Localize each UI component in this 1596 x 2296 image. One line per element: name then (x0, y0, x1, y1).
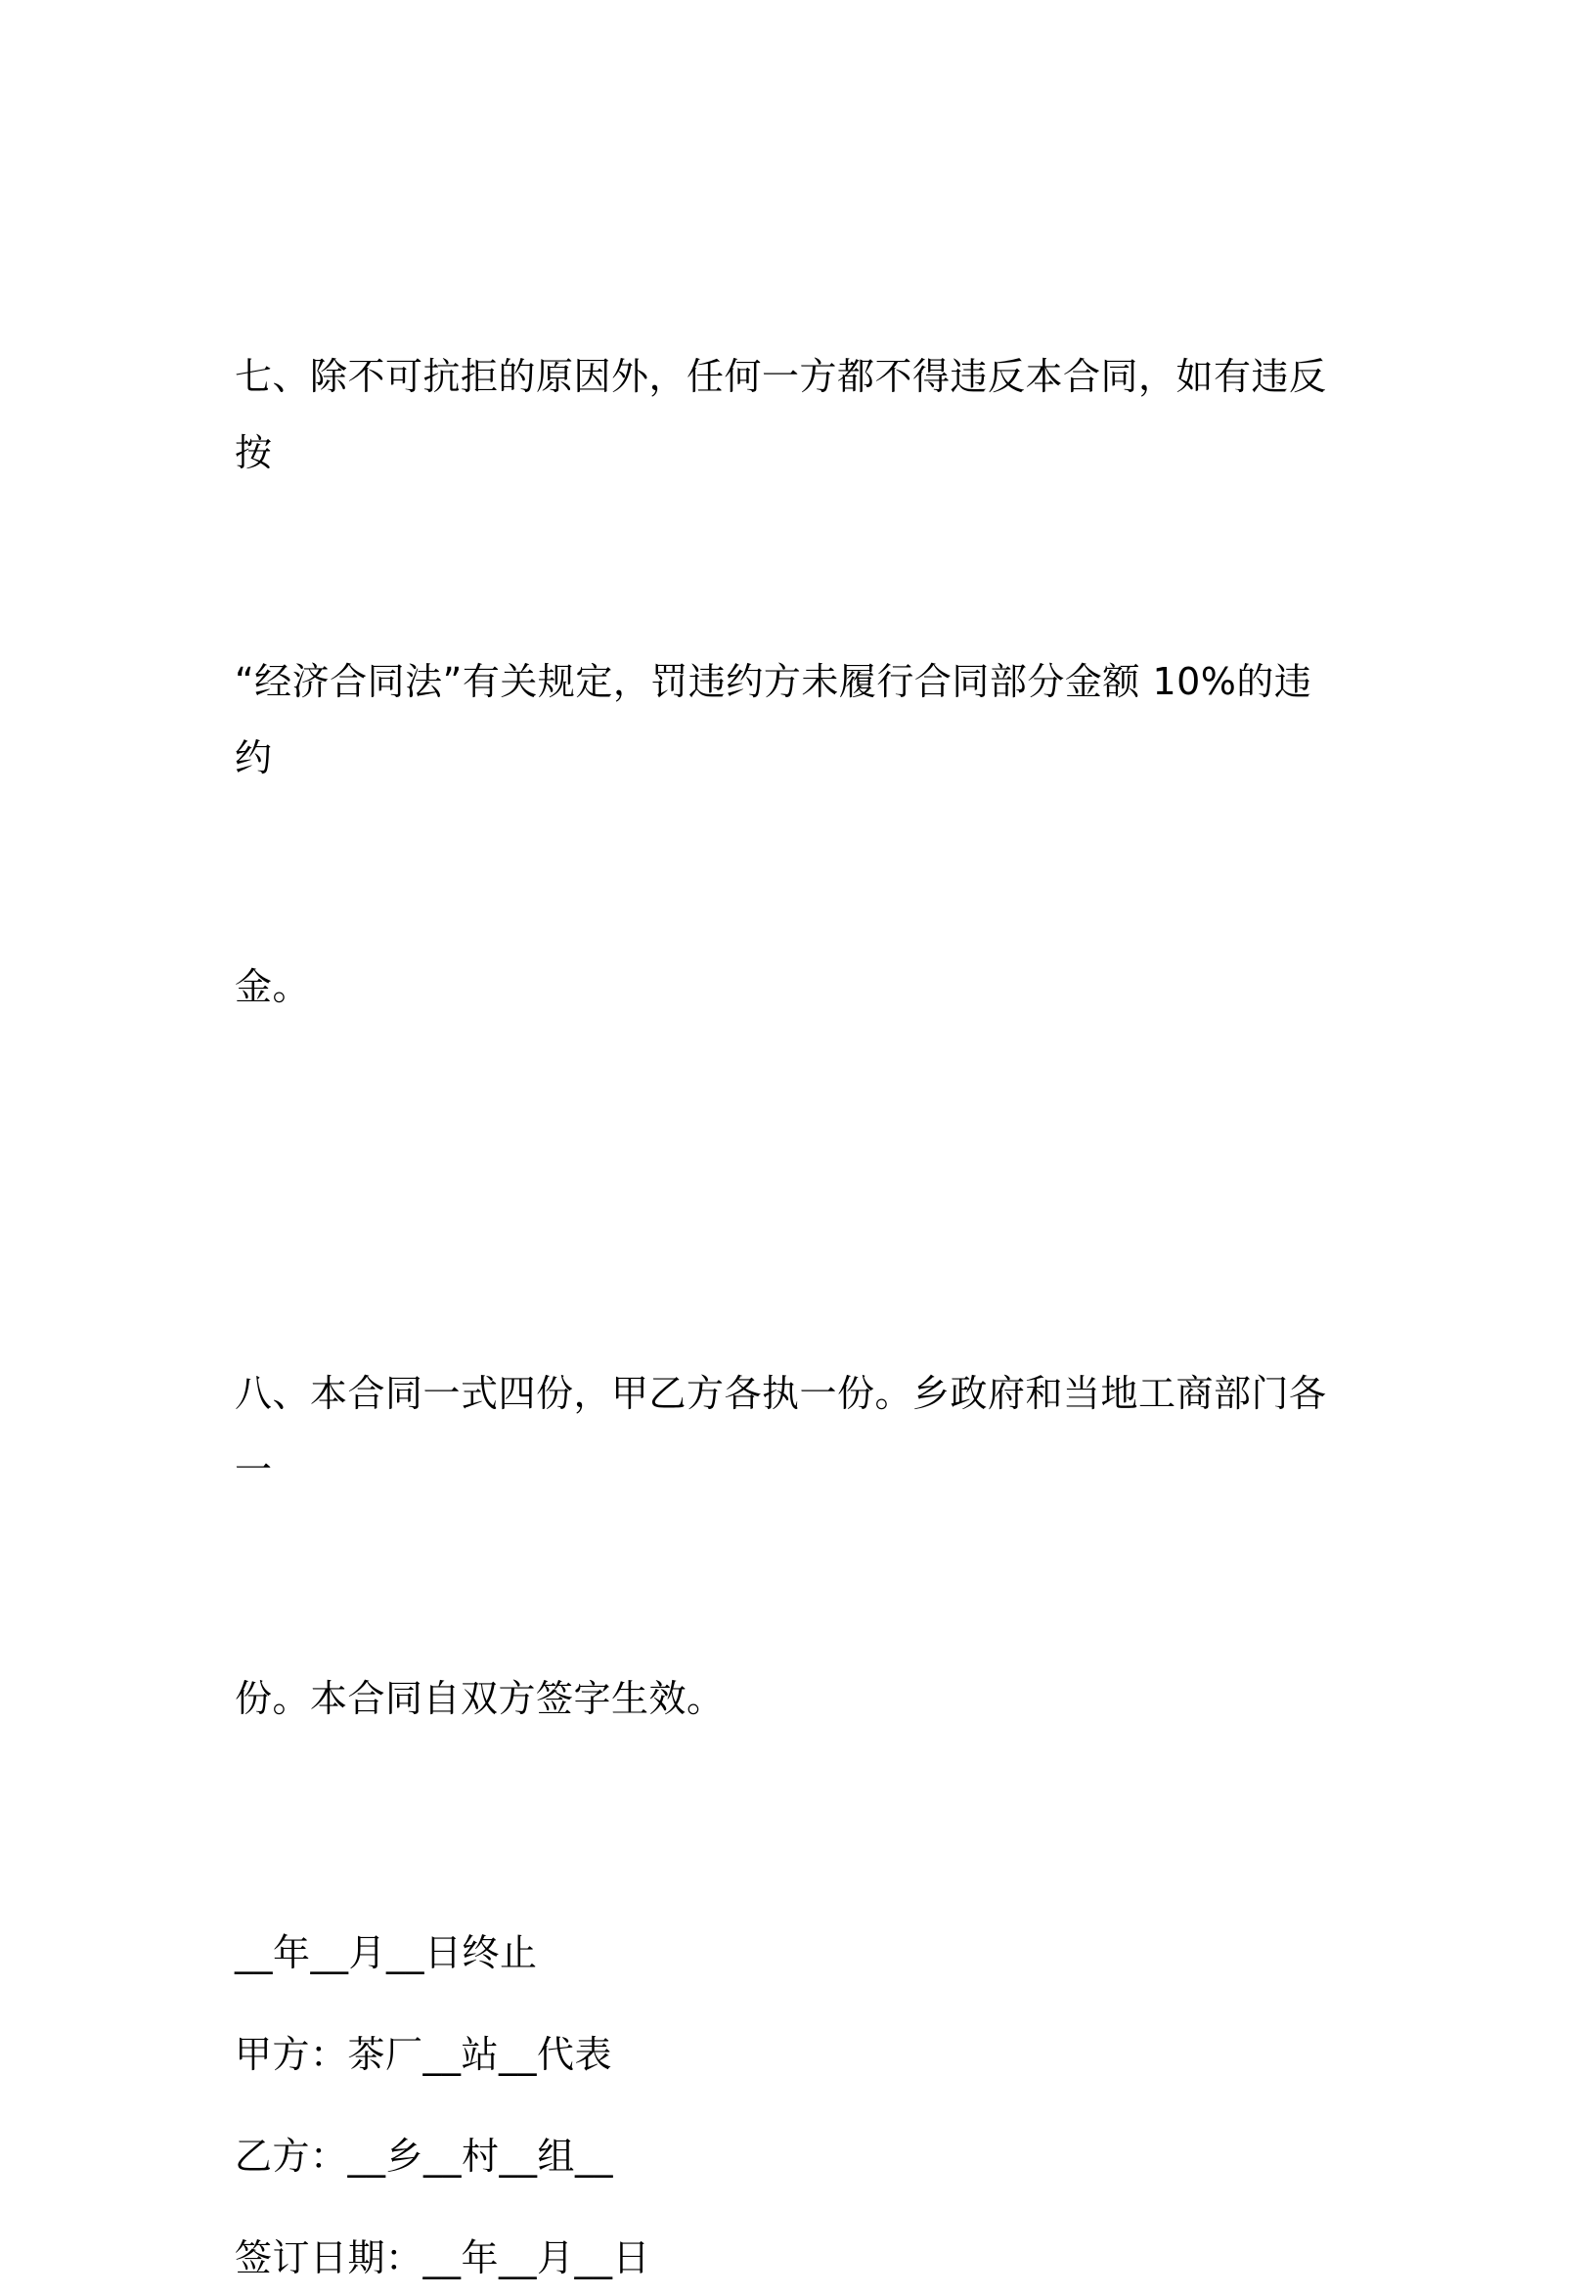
document-body (235, 186, 1340, 2296)
clause-8 (235, 1203, 1340, 1889)
party-b: 乙方：__乡__村__组__ (235, 2135, 614, 2178)
clause-7 (235, 186, 1340, 1177)
clause-8-line-2: 份。本合同自双方签字生效。 (235, 1677, 725, 1720)
clause-8-line-1: 八、本合同一式四份，甲乙方各执一份。乡政府和当地工商部门各一 (235, 1372, 1327, 1491)
clause-7-line-1: 七、除不可抗拒的原因外，任何一方都不得违反本合同，如有违反按 (235, 355, 1327, 474)
party-a: 甲方：茶厂__站__代表 (235, 2033, 613, 2076)
signing-date: 签订日期：__年__月__日 (235, 2236, 651, 2279)
termination-date: __年__月__日终止 (235, 1931, 538, 1974)
clause-7-line-3: 金。 (235, 965, 311, 1008)
clause-7-line-2: “经济合同法”有关规定，罚违约方未履行合同部分金额 10%的违约 (235, 660, 1312, 779)
